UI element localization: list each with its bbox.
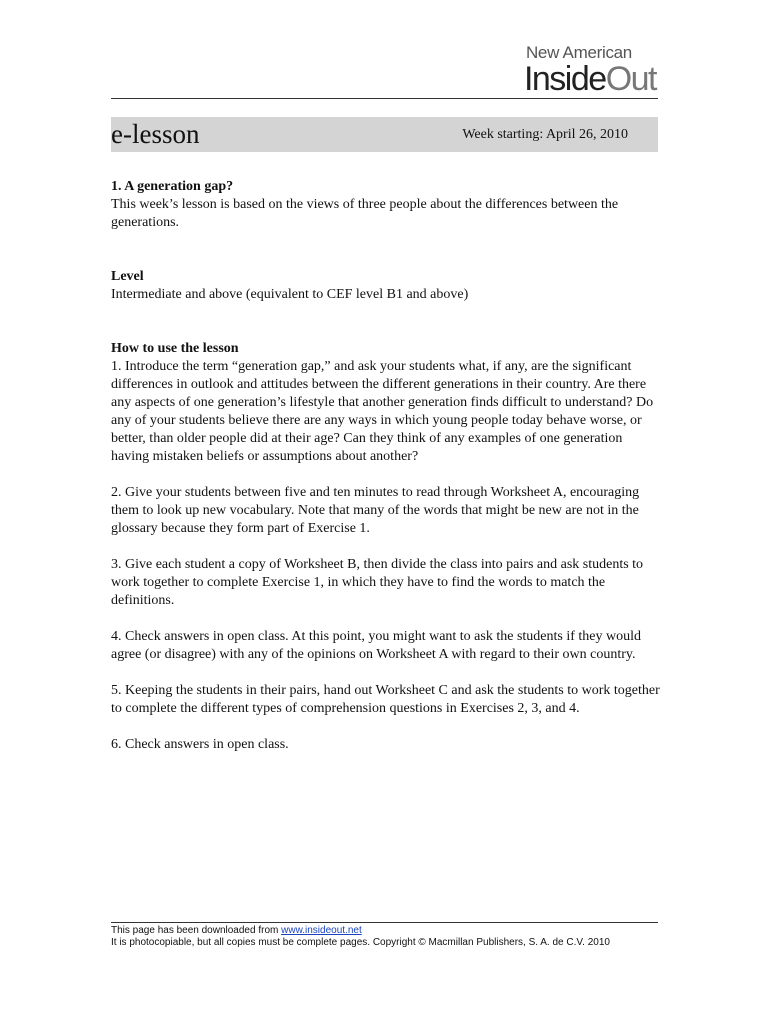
footer-line-download — [111, 925, 610, 937]
logo-title-dark: Inside — [523, 60, 606, 98]
section-heading: Level — [111, 269, 144, 284]
step-paragraph: 3. Give each student a copy of Worksheet B, then divide the class into pairs and ask students to work together to complete Exercise 1, in which they have to find the words to match the definitions. — [111, 557, 644, 608]
step-paragraph: 2. Give your students between five and ten minutes to read through Worksheet A, encouraging them to look up new vocabulary. Note that many of the words that might be new are not in the glossary because they form part of Exercise 1. — [111, 485, 640, 536]
step-paragraph: 1. Introduce the term “generation gap,” and ask your students what, if any, are the significant differences in outlook and attitudes between the different generations in their country. Are there any aspects of one generation’s lifestyle that another generation finds difficult to understand? Do any of your students believe there are any ways in which young people today behave worse, or better, than older people did at their age? Can they think of any examples of one generation having mistaken beliefs or assumptions about another? — [111, 359, 654, 464]
footer-divider — [111, 922, 658, 923]
logo-title — [524, 62, 656, 96]
footer-download-text: This page has been downloaded from — [111, 925, 282, 936]
header-divider — [111, 98, 658, 99]
step-paragraph: 6. Check answers in open class. — [111, 737, 289, 752]
week-date: Week starting: April 26, 2010 — [462, 126, 628, 142]
title-banner — [111, 117, 658, 152]
section-how-to-use — [111, 340, 661, 754]
step-paragraph: 4. Check answers in open class. At this point, you might want to ask the students if they would agree (or disagree) with any of the opinions on Worksheet A with regard to their own country. — [111, 629, 641, 662]
logo-title-light: Out — [605, 60, 656, 98]
section-level — [111, 268, 661, 304]
section-generation-gap — [111, 178, 661, 232]
footer-site-link[interactable]: www.insideout.net — [281, 925, 362, 936]
page-title: e-lesson — [111, 119, 200, 149]
logo-subtitle: New American — [525, 43, 632, 62]
brand-logo — [524, 44, 656, 96]
step-paragraph: 5. Keeping the students in their pairs, hand out Worksheet C and ask the students to work together to complete the different types of comprehension questions in Exercises 2, 3, and 4. — [111, 683, 660, 716]
section-heading: 1. A generation gap? — [111, 179, 234, 194]
section-paragraph: This week’s lesson is based on the views of three people about the differences between the generations. — [111, 197, 619, 230]
section-paragraph: Intermediate and above (equivalent to CEF level B1 and above) — [111, 287, 469, 302]
page-footer — [111, 925, 610, 949]
lesson-body — [111, 178, 661, 772]
footer-copyright: It is photocopiable, but all copies must be complete pages. Copyright © Macmillan Publishers, S. A. de C.V. 2010 — [111, 937, 610, 948]
section-heading: How to use the lesson — [111, 341, 239, 356]
